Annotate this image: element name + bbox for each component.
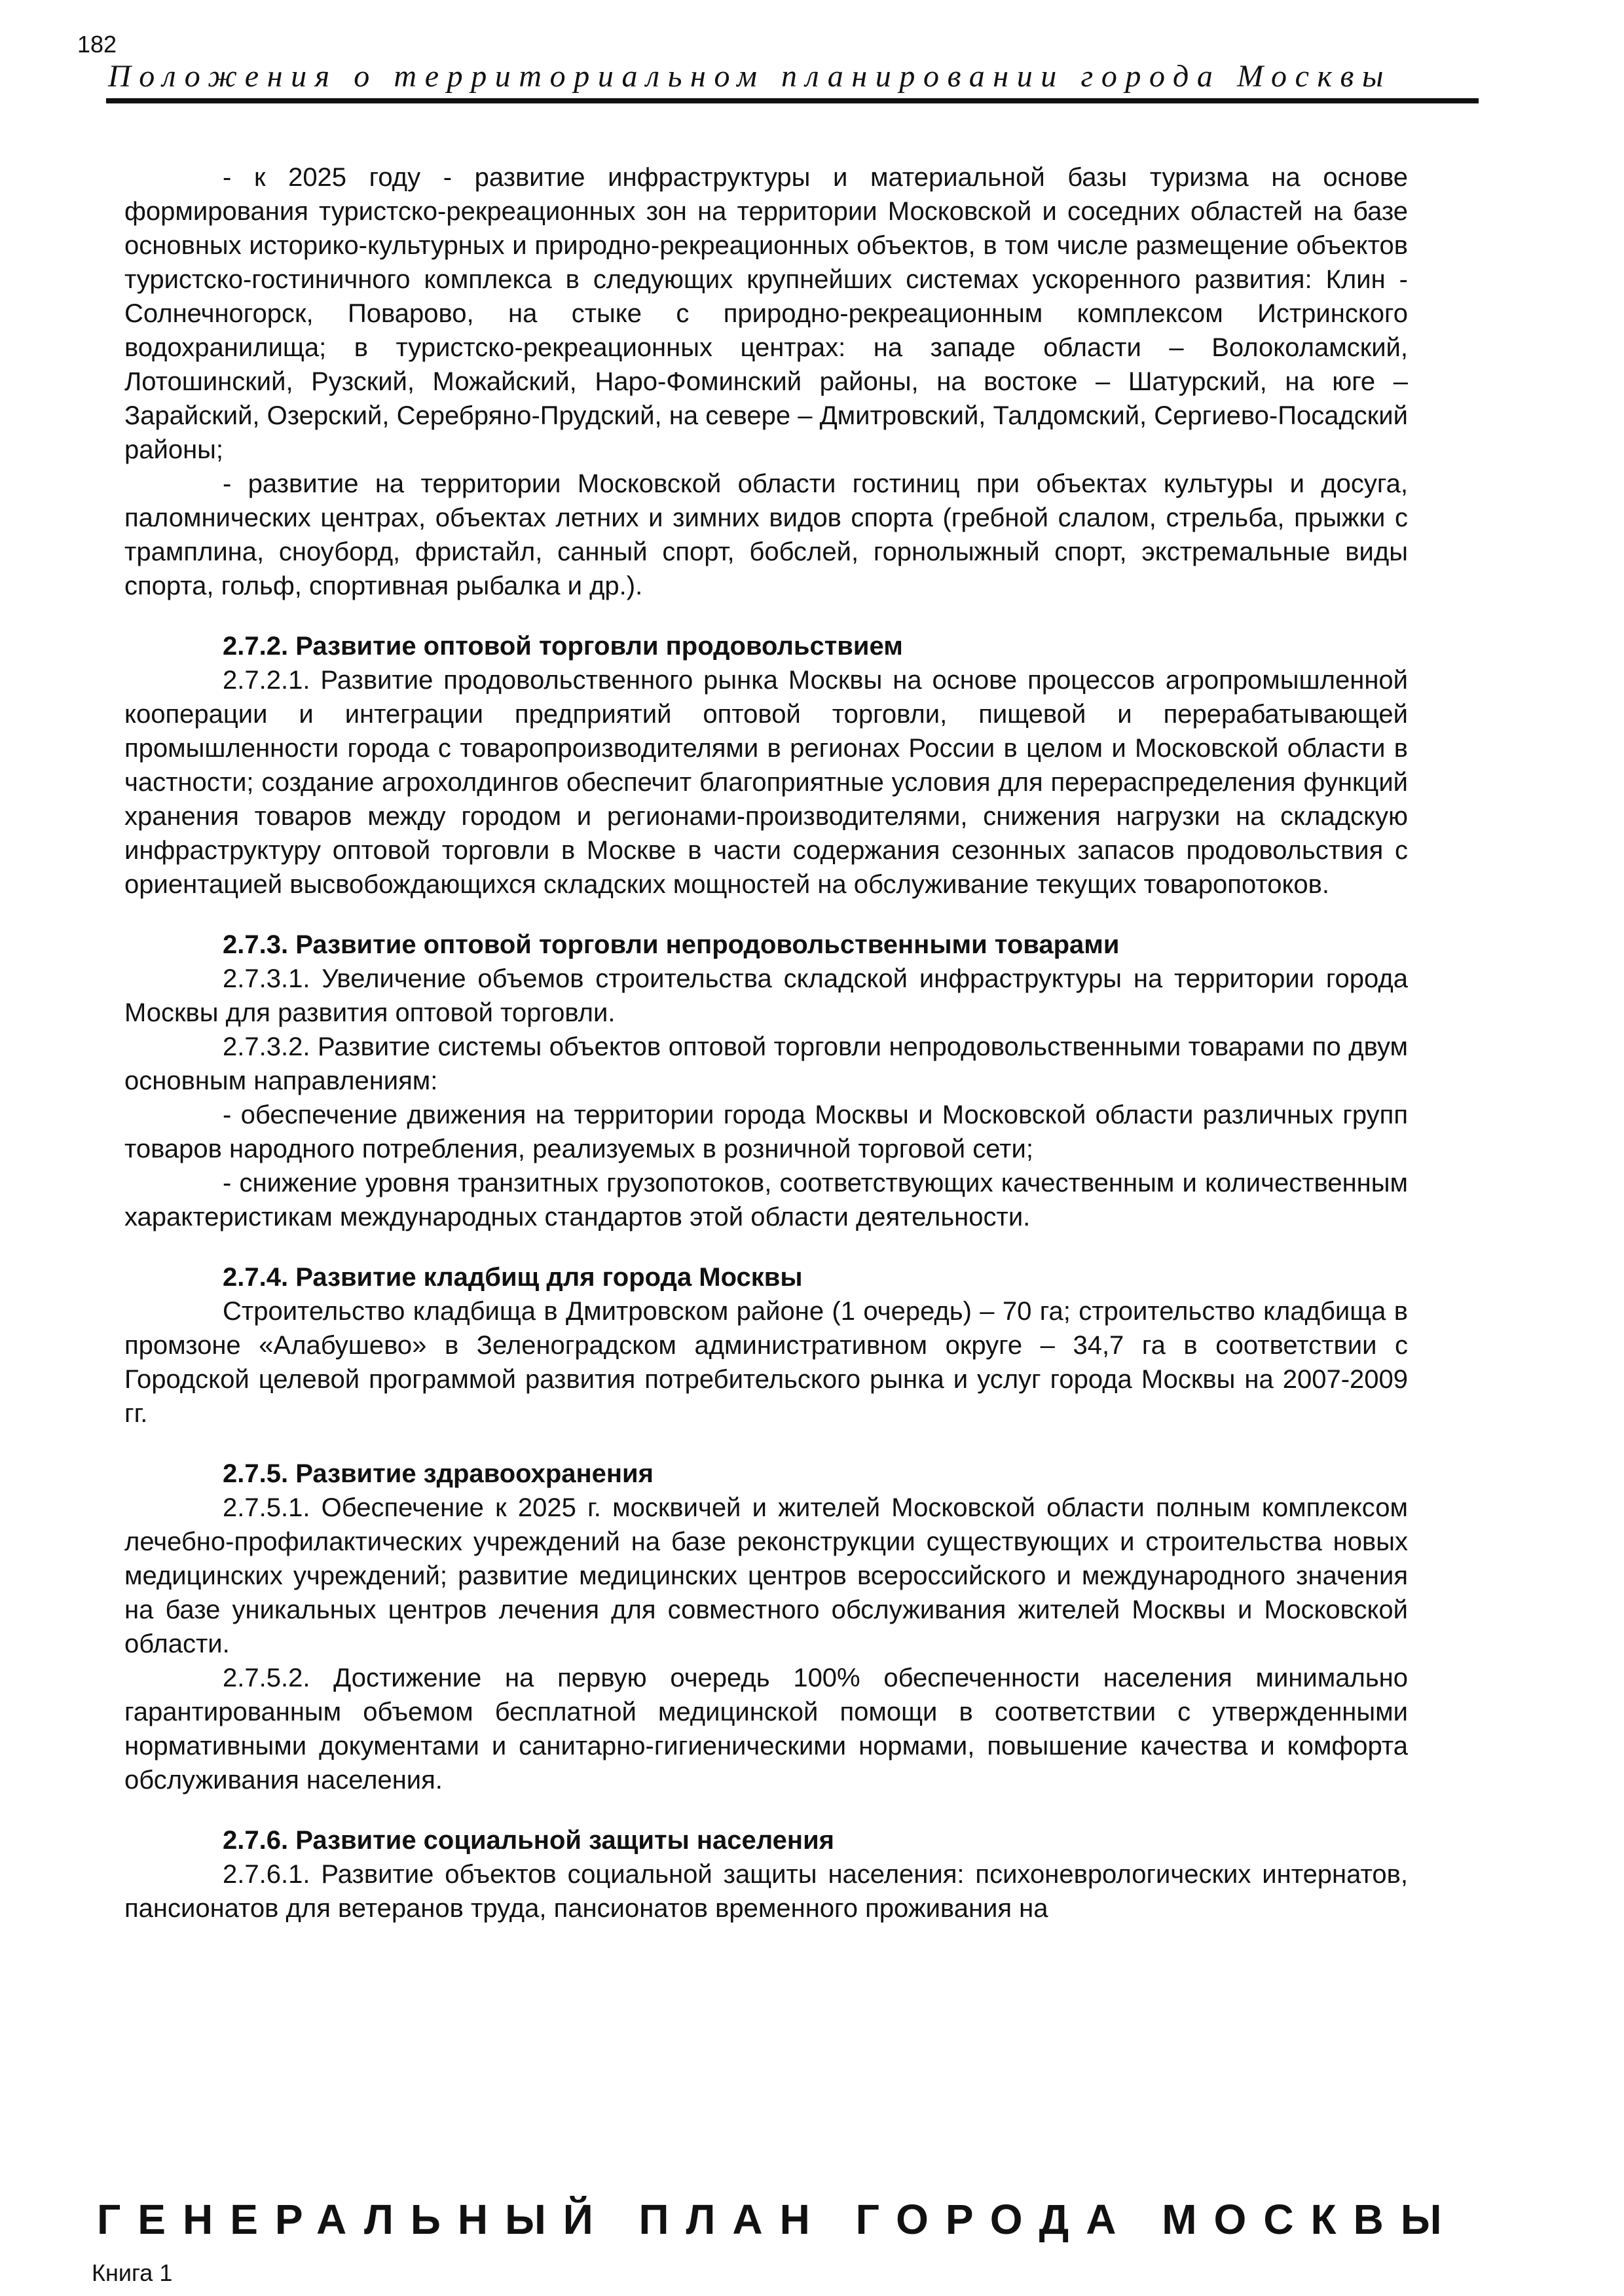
list-item-goods-movement: - обеспечение движения на территории города Москвы и Московской области различных групп товаров народного потребления, реализуемых в розничной торговой сети; [124, 1101, 1408, 1163]
header-rule [106, 98, 1479, 103]
page-content [124, 160, 1408, 1925]
intro-item-tourism: - к 2025 году - развитие инфраструктуры и материальной базы туризма на основе формирования туристско-рекреационных зон на территории Московской и соседних областей на базе основных историко-культурных и природно-рекреационных объектов, в том числе размещение объектов туристско-гостиничного комплекса в следующих крупнейших системах ускоренного развития: Клин - Солнечногорск, Поварово, на стыке с природно-рекреационным комплексом Истринского водохранилища; в туристско-рекреационных центрах: на западе области – Волоколамский, Лотошинский, Рузский, Можайский, Наро-Фоминский районы, на востоке – Шатурский, на юге – Зарайский, Озерский, Серебряно-Прудский, на севере – Дмитровский, Талдомский, Сергиево-Посадский районы; [124, 163, 1408, 464]
section-gap [124, 902, 1408, 928]
paragraph-2-7-6-1: 2.7.6.1. Развитие объектов социальной защиты населения: психоневрологических интернатов, пансионатов для ветеранов труда, пансионатов временного проживания на [124, 1860, 1408, 1923]
section-heading-2-7-5: 2.7.5. Развитие здравоохранения [223, 1459, 654, 1488]
section-gap [124, 1234, 1408, 1260]
footer-book-label: Книга 1 [92, 2259, 173, 2286]
section-heading-2-7-4: 2.7.4. Развитие кладбищ для города Москвы [223, 1263, 803, 1292]
section-gap [124, 1430, 1408, 1457]
running-header-title: Положения о территориальном планировании города Москвы [108, 59, 1392, 94]
section-heading-2-7-6: 2.7.6. Развитие социальной защиты населения [223, 1826, 835, 1855]
list-item-transit-reduction: - снижение уровня транзитных грузопотоков, соответствующих качественным и количественным характеристикам международных стандартов этой области деятельности. [124, 1169, 1408, 1231]
paragraph-2-7-2-1: 2.7.2.1. Развитие продовольственного рынка Москвы на основе процессов агропромышленной кооперации и интеграции предприятий оптовой торговли, пищевой и перерабатывающей промышленности города с товаропроизводителями в регионах России в целом и Московской области в частности; создание агрохолдингов обеспечит благоприятные условия для перераспределения функций хранения товаров между городом и регионами-производителями, снижения нагрузки на складскую инфраструктуру оптовой торговли в Москве в части содержания сезонных запасов продовольствия с ориентацией высвобождающихся складских мощностей на обслуживание текущих товаропотоков. [124, 666, 1408, 899]
footer-title: ГЕНЕРАЛЬНЫЙ ПЛАН ГОРОДА МОСКВЫ [97, 2196, 1459, 2243]
section-gap [124, 1797, 1408, 1823]
paragraph-2-7-3-2: 2.7.3.2. Развитие системы объектов оптовой торговли непродовольственными товарами по двум основным направлениям: [124, 1032, 1408, 1095]
section-gap [124, 603, 1408, 629]
paragraph-2-7-3-1: 2.7.3.1. Увеличение объемов строительства складской инфраструктуры на территории города Москвы для развития оптовой торговли. [124, 964, 1408, 1027]
intro-item-hotels: - развитие на территории Московской области гостиниц при объектах культуры и досуга, паломнических центрах, объектах летних и зимних видов спорта (гребной слалом, стрельба, прыжки с трамплина, сноуборд, фристайл, санный спорт, бобслей, горнолыжный спорт, экстремальные виды спорта, гольф, спортивная рыбалка и др.). [124, 469, 1408, 600]
paragraph-2-7-4: Строительство кладбища в Дмитровском районе (1 очередь) – 70 га; строительство кладбища в промзоне «Алабушево» в Зеленоградском административном округе – 34,7 га в соответствии с Городской целевой программой развития потребительского рынка и услуг города Москвы на 2007-2009 гг. [124, 1297, 1408, 1428]
paragraph-2-7-5-2: 2.7.5.2. Достижение на первую очередь 100% обеспеченности населения минимально гарантированным объемом бесплатной медицинской помощи в соответствии с утвержденными нормативными документами и санитарно-гигиеническими нормами, повышение качества и комфорта обслуживания населения. [124, 1664, 1408, 1795]
section-heading-2-7-2: 2.7.2. Развитие оптовой торговли продовольствием [223, 632, 903, 661]
paragraph-2-7-5-1: 2.7.5.1. Обеспечение к 2025 г. москвичей и жителей Московской области полным комплексом лечебно-профилактических учреждений на базе реконструкции существующих и строительства новых медицинских учреждений; развитие медицинских центров всероссийского и международного значения на базе уникальных центров лечения для совместного обслуживания жителей Москвы и Московской области. [124, 1493, 1408, 1658]
page-number: 182 [77, 31, 117, 58]
section-heading-2-7-3: 2.7.3. Развитие оптовой торговли непродовольственными товарами [223, 930, 1120, 959]
